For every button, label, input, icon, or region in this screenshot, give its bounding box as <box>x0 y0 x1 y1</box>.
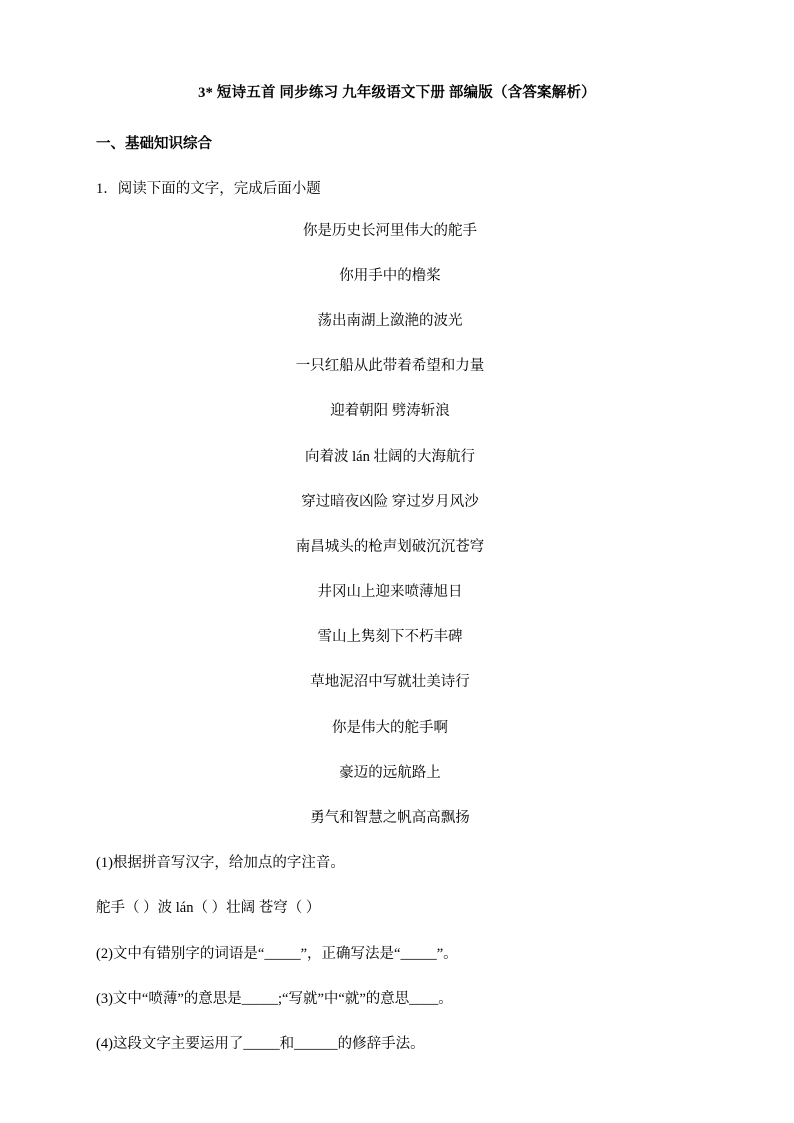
poem-line: 你是历史长河里伟大的舵手 <box>303 222 477 239</box>
page-title: 3* 短诗五首 同步练习 九年级语文下册 部编版（含答案解析） <box>198 85 596 101</box>
poem-line: 勇气和智慧之帆高高飘扬 <box>310 810 470 826</box>
poem-line: 穿过暗夜凶险 穿过岁月风沙 <box>301 493 479 510</box>
poem-line: 雪山上隽刻下不朽丰碑 <box>317 629 463 646</box>
sub-question-4: (4)这段文字主要运用了_____和______的修辞手法。 <box>96 1035 425 1052</box>
poem-line: 井冈山上迎来喷薄旭日 <box>317 584 463 601</box>
answer-blank-row: 舵手（ ）波 lán（ ）壮阔 苍穹（ ） <box>96 900 321 917</box>
sub-question-3: (3)文中“喷薄”的意思是_____;“写就”中“就”的意思____。 <box>96 990 453 1007</box>
poem-line: 你是伟大的舵手啊 <box>332 719 448 736</box>
poem-line: 一只红船从此带着希望和力量 <box>295 358 485 375</box>
section-heading: 一、基础知识综合 <box>96 136 212 153</box>
poem-line: 草地泥沼中写就壮美诗行 <box>310 674 470 691</box>
poem-line: 豪迈的远航路上 <box>339 764 441 781</box>
poem-line: 向着波 lán 壮阔的大海航行 <box>305 448 475 465</box>
poem-line: 你用手中的橹桨 <box>339 267 441 284</box>
sub-question-2: (2)文中有错别字的词语是“_____”，正确写法是“_____”。 <box>96 945 458 962</box>
poem-line: 迎着朝阳 劈涛斩浪 <box>330 403 450 420</box>
poem-line: 南昌城头的枪声划破沉沉苍穹 <box>295 538 485 555</box>
poem-line: 荡出南湖上潋滟的波光 <box>317 312 463 329</box>
poem-block <box>96 220 698 831</box>
sub-question-1: (1)根据拼音写汉字，给加点的字注音。 <box>96 855 345 872</box>
question-stem: 1．阅读下面的文字，完成后面小题 <box>96 181 321 198</box>
